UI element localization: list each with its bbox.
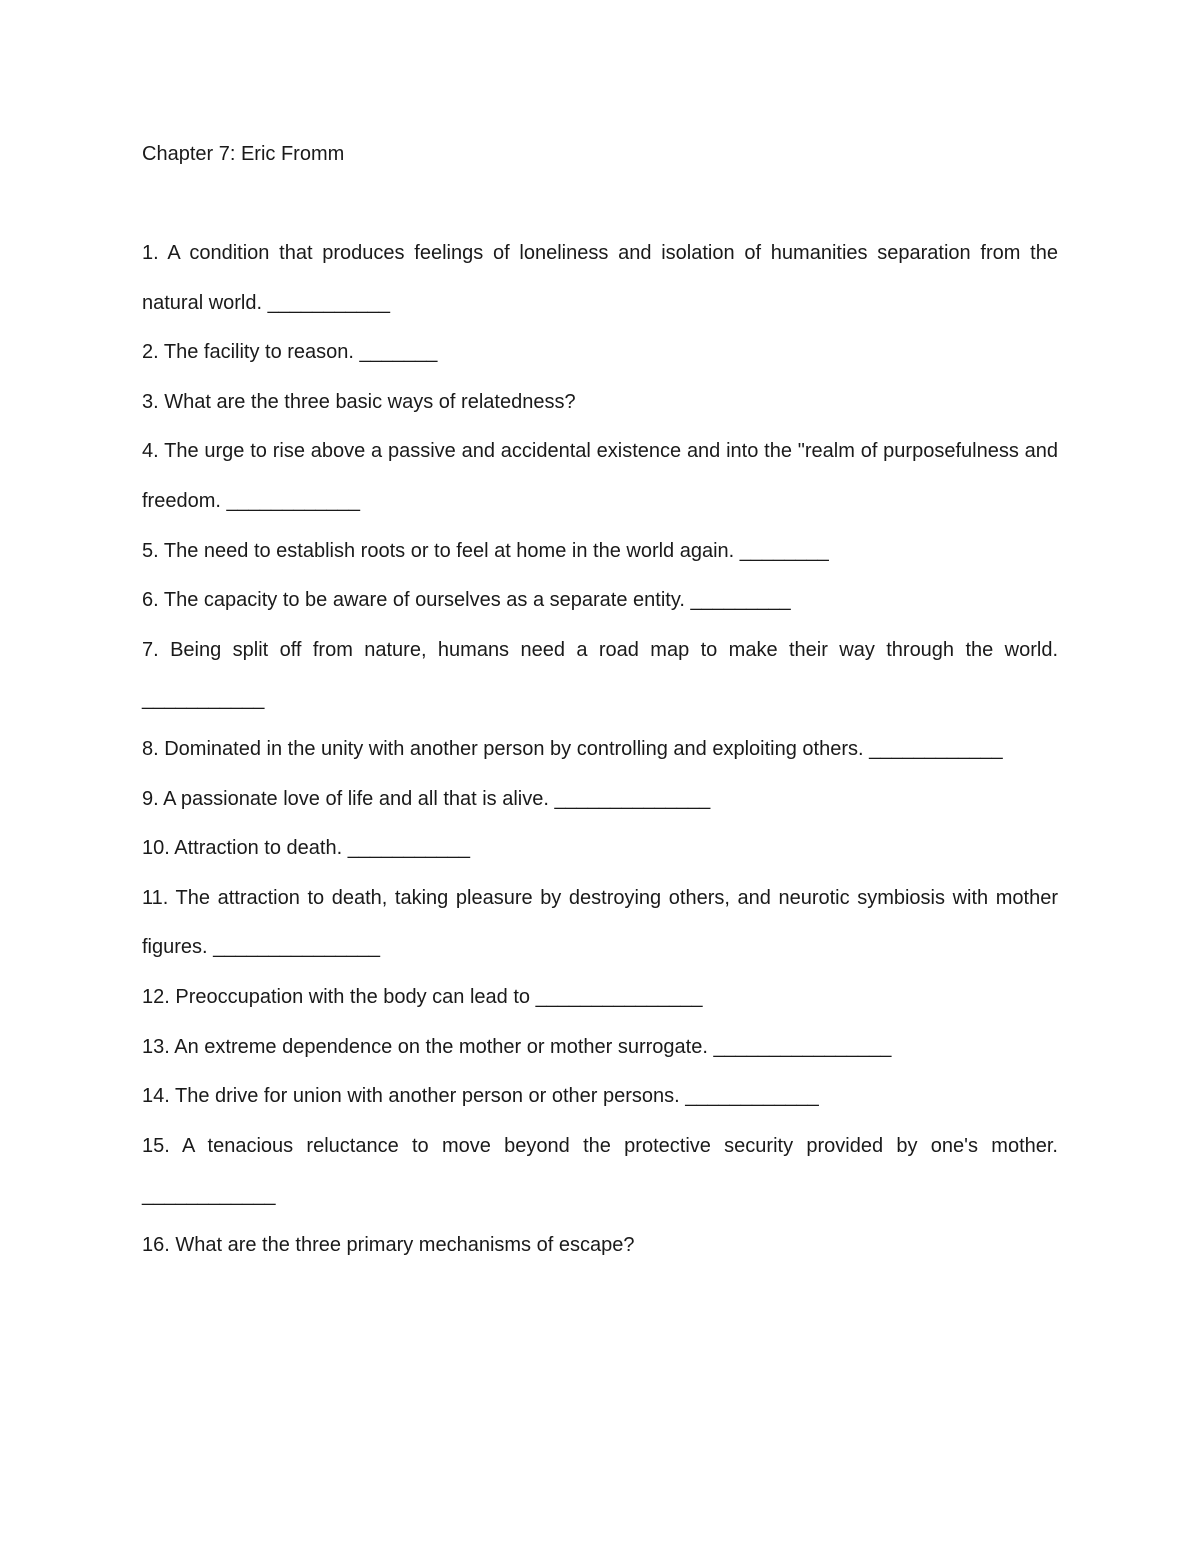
question-item: 6. The capacity to be aware of ourselves as a separate entity. _________ <box>142 589 791 612</box>
question-item: 2. The facility to reason. _______ <box>142 341 438 364</box>
page-title: Chapter 7: Eric Fromm <box>142 143 345 165</box>
question-item: 15. A tenacious reluctance to move beyond the protective security provided by one's mother. ____________ <box>142 1134 1058 1207</box>
question-item: 13. An extreme dependence on the mother or mother surrogate. ________________ <box>142 1035 892 1058</box>
question-item: 8. Dominated in the unity with another person by controlling and exploiting others. ____________ <box>142 737 1003 760</box>
question-item: 7. Being split off from nature, humans need a road map to make their way through the world. ___________ <box>142 638 1058 711</box>
question-item: 14. The drive for union with another person or other persons. ____________ <box>142 1085 819 1108</box>
question-item: 11. The attraction to death, taking pleasure by destroying others, and neurotic symbiosis with mother figures. _______________ <box>142 886 1058 959</box>
question-item: 12. Preoccupation with the body can lead to _______________ <box>142 985 703 1008</box>
question-list <box>142 229 1058 1270</box>
question-item: 5. The need to establish roots or to feel at home in the world again. ________ <box>142 539 829 562</box>
question-item: 16. What are the three primary mechanisms of escape? <box>142 1233 635 1256</box>
question-item: 4. The urge to rise above a passive and accidental existence and into the "realm of purposefulness and freedom. ____________ <box>142 440 1058 512</box>
question-item: 9. A passionate love of life and all that is alive. ______________ <box>142 787 711 810</box>
question-item: 3. What are the three basic ways of relatedness? <box>142 390 576 413</box>
question-item: 1. A condition that produces feelings of loneliness and isolation of humanities separation from the natural world. ___________ <box>142 242 1058 314</box>
question-item: 10. Attraction to death. ___________ <box>142 837 471 860</box>
